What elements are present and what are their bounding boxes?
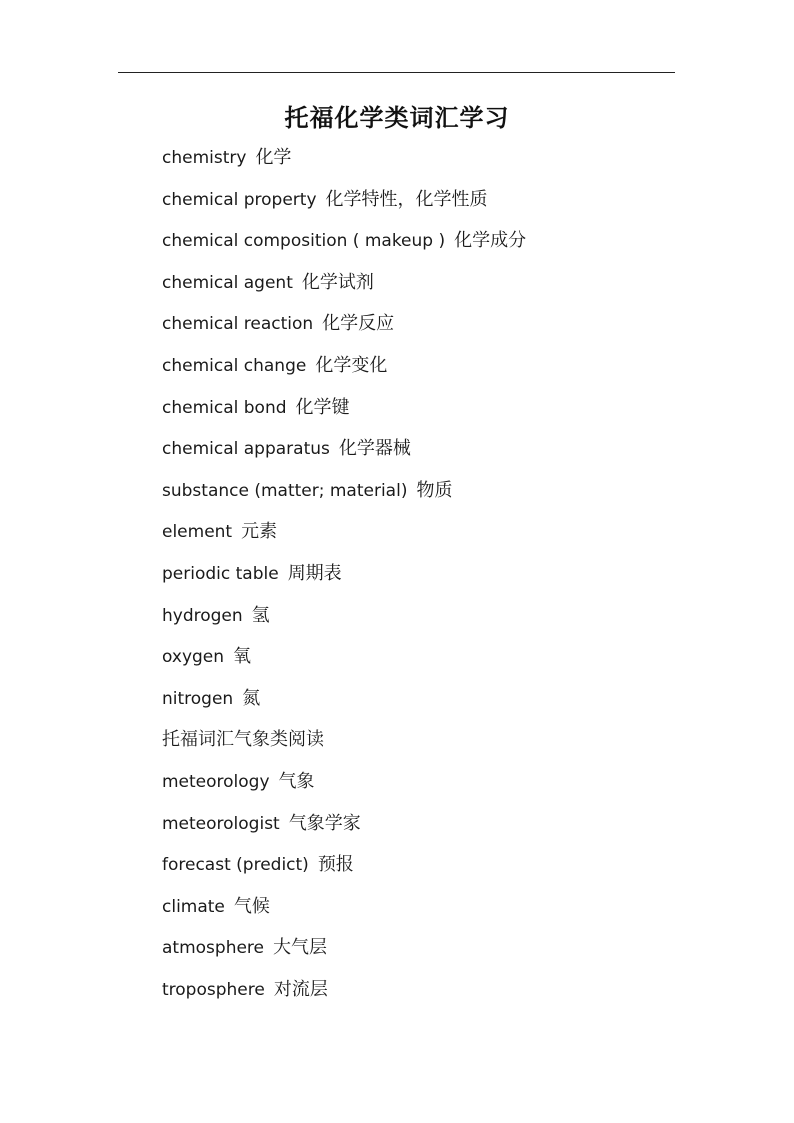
header-rule — [118, 72, 675, 73]
english-term: chemical change — [162, 355, 307, 376]
chinese-meaning: 化学试剂 — [301, 271, 374, 293]
english-term: meteorology — [162, 771, 270, 792]
chinese-meaning: 化学变化 — [315, 354, 388, 376]
vocab-entry — [162, 603, 682, 645]
vocabulary-list — [162, 145, 682, 1018]
chinese-meaning: 预报 — [317, 854, 354, 876]
english-term: chemical reaction — [162, 314, 314, 335]
vocab-entry — [162, 353, 682, 395]
english-term: chemical property — [162, 189, 317, 210]
chinese-meaning: 大气层 — [273, 937, 327, 959]
english-term: climate — [162, 896, 225, 917]
vocab-entry — [162, 561, 682, 603]
chinese-meaning: 气象 — [278, 770, 315, 792]
chinese-meaning: 化学反应 — [322, 313, 395, 335]
english-term: chemical bond — [162, 397, 287, 418]
english-term: hydrogen — [162, 605, 243, 626]
chinese-meaning: 化学 — [255, 147, 292, 168]
english-term: nitrogen — [162, 688, 234, 709]
chinese-meaning: 化学特性，化学性质 — [325, 188, 488, 210]
vocab-entry — [162, 311, 682, 353]
vocab-entry — [162, 769, 682, 811]
vocab-entry — [162, 519, 682, 561]
vocab-entry — [162, 270, 682, 312]
chinese-meaning: 化学键 — [295, 396, 350, 418]
chinese-meaning: 对流层 — [273, 978, 328, 1000]
vocab-entry — [162, 811, 682, 853]
vocab-entry — [162, 228, 682, 270]
english-term: forecast (predict) — [162, 855, 309, 876]
vocab-entry — [162, 395, 682, 437]
english-term: oxygen — [162, 647, 225, 668]
vocab-entry — [162, 894, 682, 936]
chinese-meaning: 氢 — [251, 604, 270, 626]
english-term: substance (matter; material) — [162, 480, 408, 501]
chinese-meaning: 周期表 — [287, 562, 342, 584]
english-term: chemical agent — [162, 272, 293, 293]
chinese-meaning: 元素 — [241, 521, 278, 543]
english-term: chemical composition ( makeup ) — [162, 231, 446, 252]
english-term: troposphere — [162, 979, 265, 1000]
section-heading: 托福词汇气象类阅读 — [162, 729, 324, 751]
vocab-entry — [162, 644, 682, 686]
chinese-meaning: 氧 — [233, 646, 252, 668]
vocab-entry — [162, 145, 682, 187]
english-term: chemistry — [162, 148, 247, 168]
vocab-entry — [162, 478, 682, 520]
vocab-entry — [162, 977, 682, 1019]
chinese-meaning: 物质 — [416, 479, 453, 501]
chinese-meaning: 化学器械 — [338, 438, 411, 460]
vocab-entry — [162, 436, 682, 478]
english-term: periodic table — [162, 563, 279, 584]
english-term: meteorologist — [162, 813, 280, 834]
chinese-meaning: 气候 — [233, 895, 270, 917]
english-term: element — [162, 522, 233, 543]
english-term: chemical apparatus — [162, 439, 330, 460]
page-title: 托福化学类词汇学习 — [284, 104, 510, 132]
chinese-meaning: 化学成分 — [454, 230, 527, 252]
vocab-entry — [162, 935, 682, 977]
vocab-entry — [162, 187, 682, 229]
chinese-meaning: 气象学家 — [288, 812, 361, 834]
vocab-entry — [162, 686, 682, 728]
english-term: atmosphere — [162, 938, 264, 959]
chinese-meaning: 氮 — [242, 687, 261, 709]
vocab-entry — [162, 852, 682, 894]
